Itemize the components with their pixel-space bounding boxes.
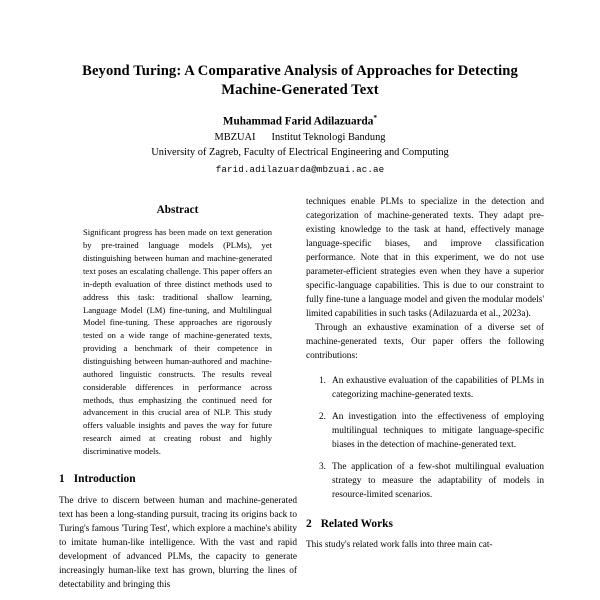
section-heading-related-works bbox=[306, 518, 544, 532]
author-name-text: Muhammad Farid Adilazuarda bbox=[222, 115, 374, 128]
author-email[interactable]: farid.adilazuarda@mbzuai.ac.ae bbox=[215, 163, 385, 175]
section-number-2: 2 bbox=[306, 517, 312, 530]
list-item bbox=[306, 411, 544, 453]
contributions-list bbox=[306, 375, 544, 503]
left-column bbox=[59, 196, 297, 600]
page-title: Beyond Turing: A Comparative Analysis of Approaches for Detecting Machine-Generated Text bbox=[82, 63, 518, 99]
list-item-number: 1. bbox=[319, 375, 326, 386]
two-column-body bbox=[0, 196, 600, 600]
list-item bbox=[306, 375, 544, 403]
author-affiliation-line-2: University of Zagreb, Faculty of Electrical Engineering and Computing bbox=[151, 147, 449, 159]
author-block bbox=[62, 113, 538, 178]
list-item bbox=[306, 461, 544, 503]
section-title-introduction: Introduction bbox=[73, 472, 136, 485]
section-heading-introduction bbox=[59, 473, 297, 487]
introduction-paragraph: The drive to discern between human and machine-generated text has been a long-standing pursuit, tracing its origins back to Turing's famous 'Turing Test', which explore a machine's ability to imitate human-like intelligence. With the vast and rapid development of advanced PLMs, the capacity to generate increasingly human-like text has grown, blurring the lines of detectability and bringing this bbox=[59, 495, 297, 590]
continued-paragraph: techniques enable PLMs to specialize in the detection and categorization of machine-generated texts. They adapt pre-existing knowledge to the task at hand, effectively manage language-specific biases, and improve classification performance. Note that in this experiment, we do not use parameter-efficient strategies even when they have a superior specific-language capabilities. This is due to our constraint to fully fine-tune a language model and given the modular models' limited capabilities in such tasks (Adilazuarda et al., 2023a). bbox=[306, 197, 544, 319]
list-item-text: An investigation into the effectiveness of employing multilingual techniques to mitigate language-specific biases in the detection of machine-generated text. bbox=[332, 411, 544, 450]
affiliation-mbzuai: MBZUAI bbox=[214, 132, 256, 144]
list-item-number: 2. bbox=[319, 411, 326, 422]
section-title-related-works: Related Works bbox=[320, 517, 393, 530]
section-number-1: 1 bbox=[59, 472, 65, 485]
contributions-intro-paragraph: Through an exhaustive examination of a diverse set of machine-generated texts, Our paper offers the following contributions: bbox=[306, 322, 544, 361]
right-column bbox=[306, 196, 544, 600]
title-block bbox=[0, 0, 600, 177]
affiliation-itb: Institut Teknologi Bandung bbox=[271, 132, 386, 144]
abstract-text: Significant progress has been made on text generation by pre-trained language models (PLMs), yet distinguishing between human and machine-generated text poses an escalating challenge. This paper offers an in-depth evaluation of three distinct methods used to address this task: traditional shallow learning, Language Model (LM) fine-tuning, and Multilingual Model fine-tuning. These approaches are rigorously tested on a wide range of machine-generated texts, providing a benchmark of their competence in distinguishing between human-authored and machine-authored linguistic constructs. The results reveal considerable differences in performance across methods, thus emphasizing the continued need for advancement in this crucial area of NLP. This study offers valuable insights and paves the way for future research aimed at creating robust and highly discriminative models. bbox=[83, 227, 272, 457]
list-item-number: 3. bbox=[319, 461, 326, 472]
abstract-heading: Abstract bbox=[156, 204, 199, 216]
author-name bbox=[62, 113, 538, 131]
author-affiliation-line-1 bbox=[62, 130, 538, 145]
list-item-text: An exhaustive evaluation of the capabilities of PLMs in categorizing machine-generated texts. bbox=[332, 375, 544, 400]
related-works-paragraph: This study's related work falls into three main cat- bbox=[306, 540, 493, 551]
list-item-text: The application of a few-shot multilingual evaluation strategy to measure the adaptability of models in resource-limited scenarios. bbox=[332, 461, 544, 500]
abstract-block bbox=[59, 204, 297, 458]
author-footnote-marker: * bbox=[373, 112, 378, 122]
